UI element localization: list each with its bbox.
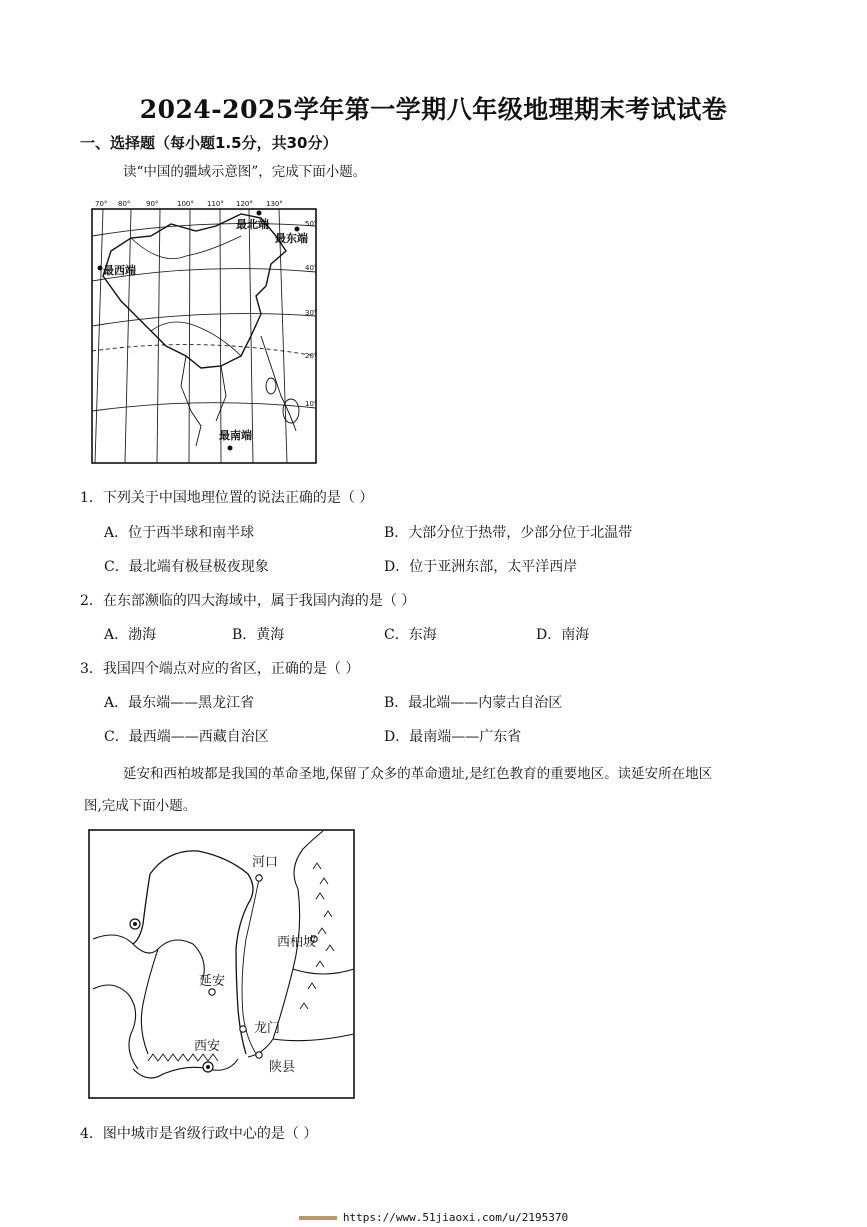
question-3-option-b[interactable]: B．最北端——内蒙古自治区	[384, 695, 563, 711]
lat-label: 10°	[305, 400, 317, 408]
east-point-label: 最东端	[275, 232, 308, 245]
question-2-option-d[interactable]: D．南海	[536, 627, 590, 643]
question-2-stem: 2．在东部濒临的四大海域中，属于我国内海的是（ ）	[80, 593, 416, 609]
xian-label: 西安	[194, 1039, 221, 1054]
question-3-stem: 3．我国四个端点对应的省区，正确的是（ ）	[80, 661, 360, 677]
lat-label: 50°	[305, 220, 317, 228]
map2-intro-line2: 图,完成下面小题。	[84, 798, 197, 814]
map1-intro: 读“中国的疆域示意图”，完成下面小题。	[123, 164, 367, 180]
footer-url-line	[0, 1211, 867, 1224]
west-point-label: 最西端	[103, 264, 136, 277]
question-3-option-c[interactable]: C．最西端——西藏自治区	[104, 729, 269, 745]
lat-label: 20°	[305, 352, 317, 360]
shanxian-label: 陕县	[269, 1060, 296, 1075]
question-2-option-b[interactable]: B．黄海	[232, 627, 285, 643]
section-heading: 一、选择题（每小题1.5分，共30分）	[80, 134, 338, 152]
question-1-option-d[interactable]: D．位于亚洲东部，太平洋西岸	[384, 559, 578, 575]
question-1-option-a[interactable]: A．位于西半球和南半球	[104, 525, 255, 541]
map2-intro-line1: 延安和西柏坡都是我国的革命圣地,保留了众多的革命遗址,是红色教育的重要地区。读延安所在地区	[123, 766, 713, 782]
question-1-option-b[interactable]: B．大部分位于热带，少部分位于北温带	[384, 525, 633, 541]
lat-label: 40°	[305, 264, 317, 272]
north-point-label: 最北端	[236, 218, 269, 231]
yanan-region-map	[88, 829, 356, 1099]
question-2-option-a[interactable]: A．渤海	[104, 627, 157, 643]
hekou-label: 河口	[252, 855, 279, 870]
footer-url[interactable]: https://www.51jiaoxi.com/u/2195370	[342, 1211, 569, 1224]
xibaipo-label: 西柏坡	[277, 935, 317, 950]
lon-label: 130°	[266, 200, 283, 208]
lon-label: 90°	[146, 200, 159, 208]
lon-label: 100°	[177, 200, 194, 208]
longmen-label: 龙门	[254, 1021, 281, 1036]
question-2-option-c[interactable]: C．东海	[384, 627, 437, 643]
question-3-option-d[interactable]: D．最南端——广东省	[384, 729, 522, 745]
lat-label: 30°	[305, 309, 317, 317]
question-4-stem: 4．图中城市是省级行政中心的是（ ）	[80, 1126, 318, 1142]
south-point-label: 最南端	[219, 429, 252, 442]
question-1-option-c[interactable]: C．最北端有极昼极夜现象	[104, 559, 269, 575]
lon-label: 80°	[118, 200, 131, 208]
page-title: 2024-2025学年第一学期八年级地理期末考试试卷	[139, 95, 728, 124]
question-3-option-a[interactable]: A．最东端——黑龙江省	[104, 695, 255, 711]
china-territory-map	[91, 196, 317, 464]
lon-label: 120°	[236, 200, 253, 208]
footer-logo	[299, 1216, 337, 1220]
lon-label: 70°	[95, 200, 108, 208]
question-1-stem: 1．下列关于中国地理位置的说法正确的是（ ）	[80, 490, 374, 506]
lon-label: 110°	[207, 200, 224, 208]
yanan-label: 延安	[199, 974, 226, 989]
